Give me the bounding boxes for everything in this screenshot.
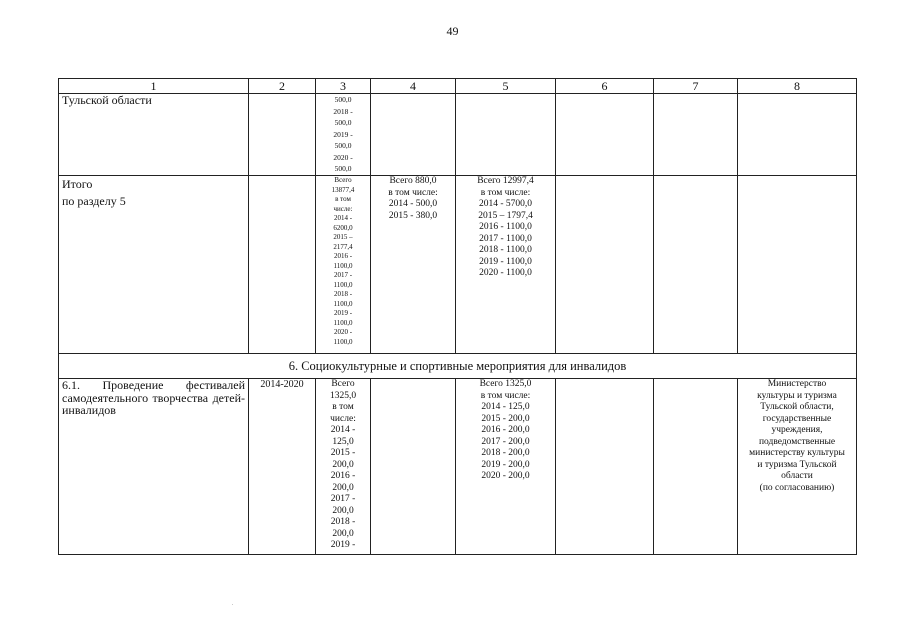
- table-cell: [371, 379, 456, 555]
- column-header: 7: [654, 79, 738, 94]
- column-header: 4: [371, 79, 456, 94]
- responsible-cell: Министерство культуры и туризма Тульской области, государственные учреждения, подведомственные министерству культуры и туризма Тульской области (по согласованию): [738, 379, 857, 555]
- column-header: 1: [59, 79, 249, 94]
- period-cell: 2014-2020: [249, 379, 316, 555]
- table-cell: [654, 176, 738, 354]
- column-number-row: [59, 79, 857, 94]
- table-cell: [249, 94, 316, 176]
- funding-cell: Всего 1325,0 в том числе: 2014 - 125,0 2015 - 200,0 2016 - 200,0 2017 - 200,0 2018 - 200,0 2019 - 200,0 2020 - 200,0: [456, 379, 556, 555]
- table-cell: [654, 94, 738, 176]
- table-cell: [556, 176, 654, 354]
- page-number: 49: [446, 24, 459, 38]
- budget-table: [58, 78, 857, 555]
- section-row: [59, 354, 857, 379]
- column-header: 8: [738, 79, 857, 94]
- column-header: 3: [316, 79, 371, 94]
- table-cell: [654, 379, 738, 555]
- scan-speck: .: [232, 602, 234, 607]
- table-cell: [249, 176, 316, 354]
- table-cell: [371, 94, 456, 176]
- table-row: [59, 94, 857, 176]
- table-cell: [738, 94, 857, 176]
- table-cell: [556, 379, 654, 555]
- table-cell: [556, 94, 654, 176]
- row-title: Тульской области: [59, 94, 249, 176]
- column-header: 5: [456, 79, 556, 94]
- table-row: [59, 176, 857, 354]
- section-heading: 6. Социокультурные и спортивные мероприятия для инвалидов: [59, 354, 857, 379]
- funding-cell: Всего 1325,0 в том числе: 2014 - 125,0 2015 - 200,0 2016 - 200,0 2017 - 200,0 2018 - 200,0 2019 -: [316, 379, 371, 555]
- column-header: 6: [556, 79, 654, 94]
- row-title: Итого по разделу 5: [59, 176, 249, 354]
- table-cell: [456, 94, 556, 176]
- funding-cell: Всего 880,0 в том числе: 2014 - 500,0 2015 - 380,0: [371, 176, 456, 354]
- table-row: [59, 379, 857, 555]
- column-header: 2: [249, 79, 316, 94]
- row-title: 6.1. Проведение фестивалей самодеятельного творчества детей-инвалидов: [59, 379, 249, 555]
- table-cell: [738, 176, 857, 354]
- funding-cell: 500,0 2018 - 500,0 2019 - 500,0 2020 - 500,0: [316, 94, 371, 176]
- funding-cell: Всего 12997,4 в том числе: 2014 - 5700,0 2015 – 1797,4 2016 - 1100,0 2017 - 1100,0 2018 - 1100,0 2019 - 1100,0 2020 - 1100,0: [456, 176, 556, 354]
- funding-cell: Всего 13877,4 в том числе: 2014 - 6200,0 2015 – 2177,4 2016 - 1100,0 2017 - 1100,0 2018 - 1100,0 2019 - 1100,0 2020 - 1100,0: [316, 176, 371, 354]
